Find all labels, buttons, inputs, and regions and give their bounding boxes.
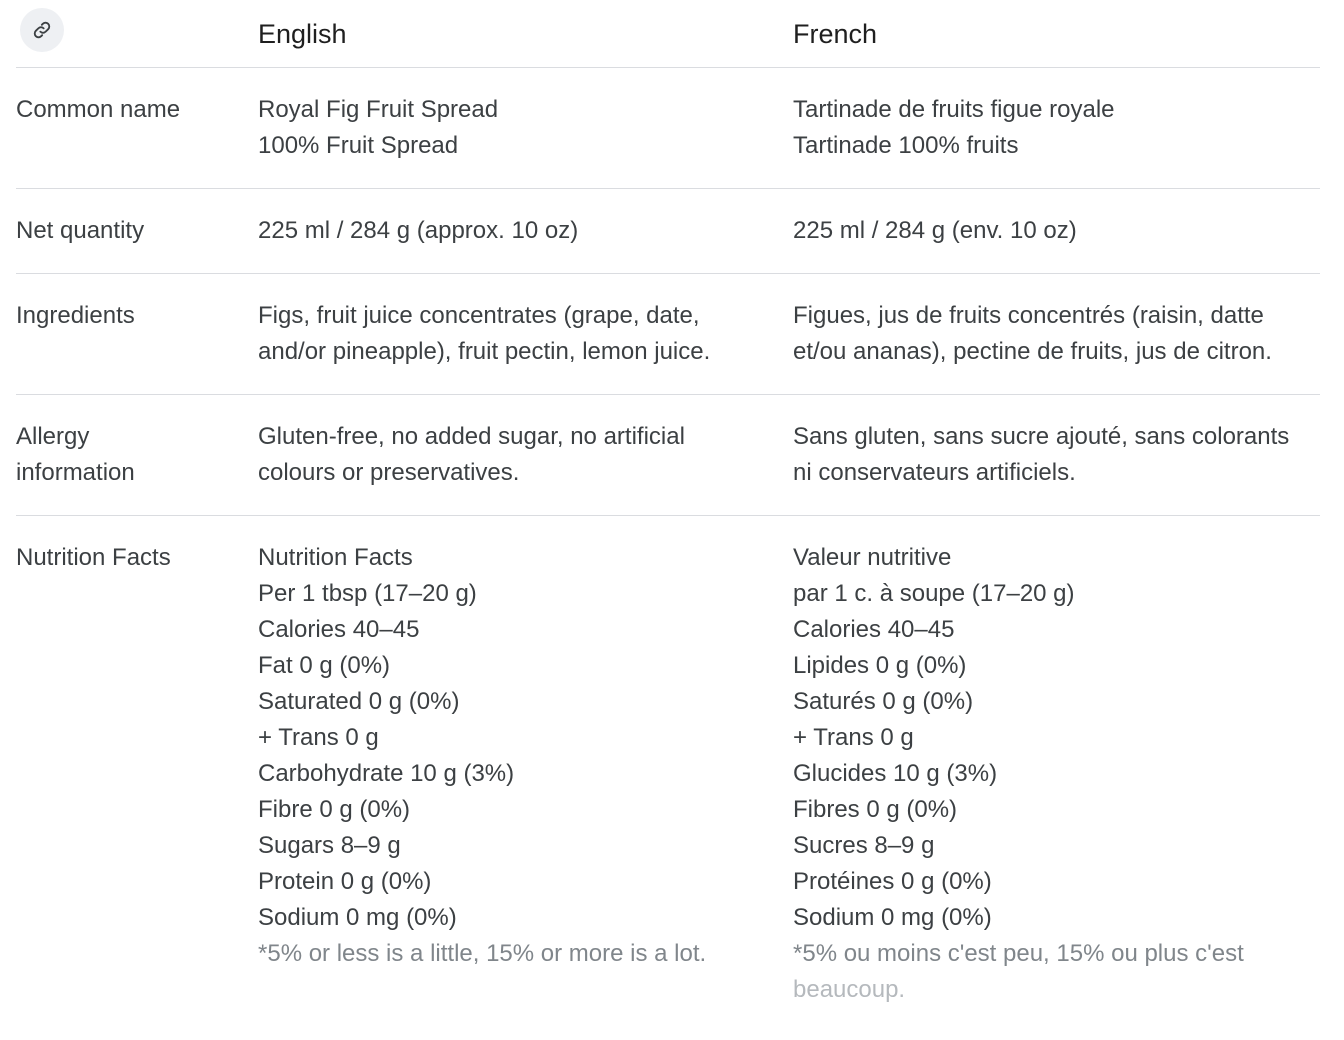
label-line: Nutrition Facts <box>16 544 171 571</box>
label-line: Allergy <box>16 423 90 450</box>
en-line: colours or preservatives. <box>258 459 520 486</box>
table-row <box>16 274 1320 395</box>
fr-line: Sucres 8–9 g <box>793 832 935 859</box>
fr-line: ni conservateurs artificiels. <box>793 459 1076 486</box>
en_note-line: *5% or less is a little, 15% or more is a lot. <box>258 940 707 967</box>
table-header <box>16 0 1320 68</box>
en-line: and/or pineapple), fruit pectin, lemon juice. <box>258 338 711 365</box>
en-line: Carbohydrate 10 g (3%) <box>258 760 515 787</box>
link-icon <box>32 20 52 40</box>
fr-line: Sans gluten, sans sucre ajouté, sans colorants <box>793 423 1290 450</box>
en-line: Saturated 0 g (0%) <box>258 688 460 715</box>
label-line: Net quantity <box>16 217 145 244</box>
en-line: Sodium 0 mg (0%) <box>258 904 457 931</box>
label-cell <box>16 395 258 515</box>
table-row <box>16 68 1320 189</box>
fr-line: Fibres 0 g (0%) <box>793 796 958 823</box>
label-line: Common name <box>16 96 181 123</box>
fr-line: + Trans 0 g <box>793 724 914 751</box>
fr-line: Figues, jus de fruits concentrés (raisin, datte <box>793 302 1264 329</box>
copy-link-button[interactable] <box>20 8 64 52</box>
fr-line: par 1 c. à soupe (17–20 g) <box>793 580 1075 607</box>
fr-line: Calories 40–45 <box>793 616 955 643</box>
en-cell <box>258 274 793 394</box>
en-line: Fibre 0 g (0%) <box>258 796 411 823</box>
fr-line: Lipides 0 g (0%) <box>793 652 967 679</box>
translation-table <box>16 0 1320 1032</box>
en-line: 100% Fruit Spread <box>258 132 459 159</box>
table-row <box>16 516 1320 1032</box>
fr-line: Glucides 10 g (3%) <box>793 760 998 787</box>
fr-line: Tartinade de fruits figue royale <box>793 96 1115 123</box>
fr-cell <box>793 516 1320 1032</box>
fr-line: Protéines 0 g (0%) <box>793 868 992 895</box>
label-cell <box>16 68 258 188</box>
table-row <box>16 189 1320 274</box>
table-row <box>16 395 1320 516</box>
en-line: Royal Fig Fruit Spread <box>258 96 499 123</box>
en-cell <box>258 395 793 515</box>
header-english: English <box>258 18 347 49</box>
label-cell <box>16 189 258 273</box>
fr-cell <box>793 274 1320 394</box>
en-cell <box>258 189 793 273</box>
en-line: Fat 0 g (0%) <box>258 652 391 679</box>
fr-line: 225 ml / 284 g (env. 10 oz) <box>793 217 1077 244</box>
fr-line: Tartinade 100% fruits <box>793 132 1019 159</box>
fr-cell <box>793 395 1320 515</box>
en-line: Protein 0 g (0%) <box>258 868 432 895</box>
en-line: Per 1 tbsp (17–20 g) <box>258 580 477 607</box>
fr-line: Valeur nutritive <box>793 544 952 571</box>
en-line: 225 ml / 284 g (approx. 10 oz) <box>258 217 579 244</box>
fr-cell <box>793 68 1320 188</box>
fr_note-line: beaucoup. <box>793 976 906 1003</box>
en-line: Gluten-free, no added sugar, no artificial <box>258 423 685 450</box>
fr-cell <box>793 189 1320 273</box>
label-cell <box>16 516 258 1032</box>
header-label-cell <box>16 16 258 52</box>
label-line: Ingredients <box>16 302 135 329</box>
en-line: Nutrition Facts <box>258 544 413 571</box>
en-line: Calories 40–45 <box>258 616 420 643</box>
header-french: French <box>793 18 878 49</box>
fr_note-line: *5% ou moins c'est peu, 15% ou plus c'est <box>793 940 1244 967</box>
en-cell <box>258 68 793 188</box>
fr-line: Sodium 0 mg (0%) <box>793 904 992 931</box>
label-line: information <box>16 459 135 486</box>
en-line: + Trans 0 g <box>258 724 379 751</box>
en-line: Sugars 8–9 g <box>258 832 401 859</box>
en-cell <box>258 516 793 1032</box>
fr-line: et/ou ananas), pectine de fruits, jus de citron. <box>793 338 1272 365</box>
fr-line: Saturés 0 g (0%) <box>793 688 974 715</box>
label-cell <box>16 274 258 394</box>
en-line: Figs, fruit juice concentrates (grape, date, <box>258 302 700 329</box>
